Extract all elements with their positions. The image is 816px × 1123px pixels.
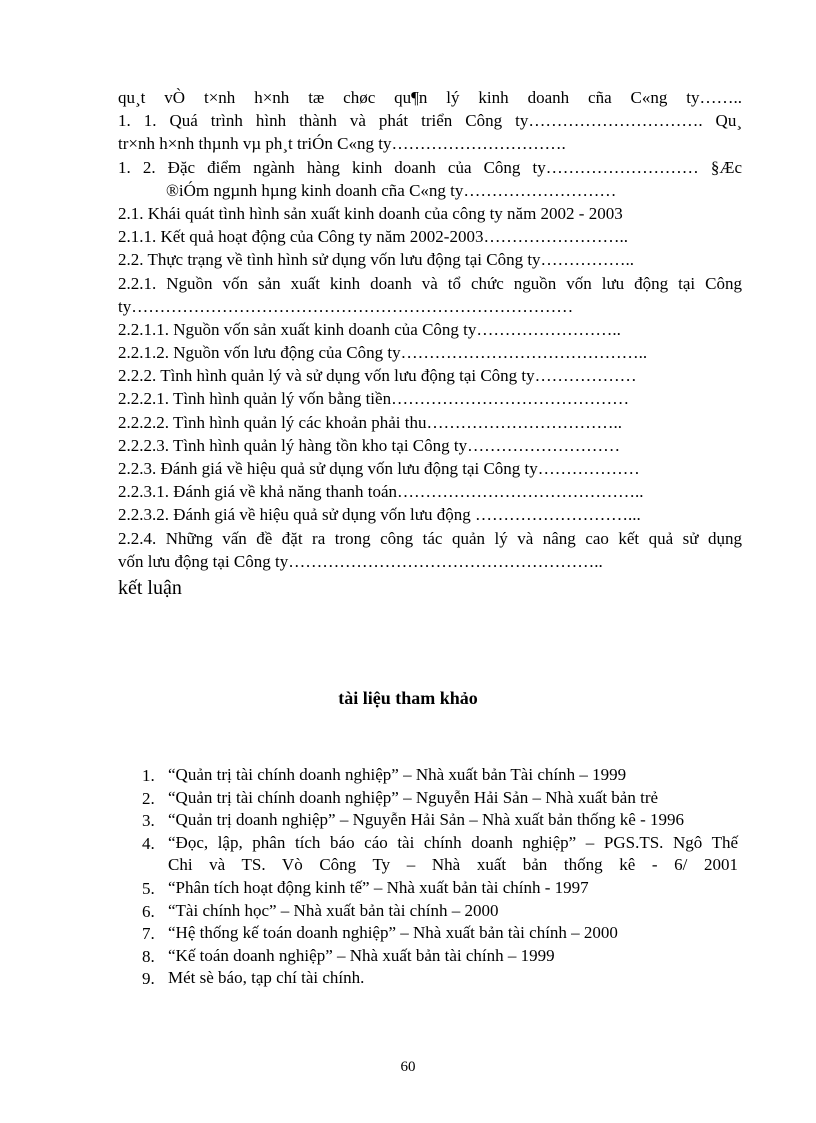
toc-line: 2.2.1.2. Nguồn vốn lưu động của Công ty…………………………………….. xyxy=(118,343,648,363)
reference-number: 7. xyxy=(142,924,155,944)
reference-number: 2. xyxy=(142,788,155,808)
reference-line: “Quản trị tài chính doanh nghiệp” – Nguyễn Hải Sản – Nhà xuất bản trẻ xyxy=(168,787,659,807)
toc-line: 2.2.3.2. Đánh giá về hiệu quả sử dụng vốn lưu động ………………………... xyxy=(118,505,641,525)
reference-number: 1. xyxy=(142,766,155,785)
toc-line: 2.2.3.1. Đánh giá về khả năng thanh toán…………………………………….. xyxy=(118,482,644,502)
toc-line: qu¸t vÒ t×nh h×nh tæ chøc qu¶n lý kinh doanh cña C«ng ty…….. xyxy=(118,88,742,107)
reference-number: 5. xyxy=(142,878,155,898)
reference-line: “Quản trị tài chính doanh nghiệp” – Nhà xuất bản Tài chính – 1999 xyxy=(168,765,627,784)
toc-line: 2.2.1. Nguồn vốn sản xuất kinh doanh và tổ chức nguồn vốn lưu động tại Công xyxy=(118,273,742,293)
reference-line: “Đọc, lập, phân tích báo cáo tài chính doanh nghiệp” – PGS.TS. Ngô Thế xyxy=(168,832,738,852)
toc-line: vốn lưu động tại Công ty……………………………………………….. xyxy=(118,551,603,571)
toc-line: 2.2.2. Tình hình quản lý và sử dụng vốn lưu động tại Công ty……………… xyxy=(118,366,637,386)
conclusion-heading: kết luận xyxy=(118,576,182,599)
toc-line: 2.2.1.1. Nguồn vốn sản xuất kinh doanh của Công ty…………………….. xyxy=(118,319,621,339)
reference-line: “Kế toán doanh nghiệp” – Nhà xuất bản tài chính – 1999 xyxy=(168,945,555,965)
list-item xyxy=(142,967,738,990)
toc-line: 2.2.4. Những vấn đề đặt ra trong công tác quản lý và nâng cao kết quả sử dụng xyxy=(118,528,742,548)
reference-number: 9. xyxy=(142,969,155,989)
list-item xyxy=(142,877,738,900)
reference-text xyxy=(168,809,738,832)
toc-line: 2.2.2.3. Tình hình quản lý hàng tồn kho tại Công ty……………………… xyxy=(118,435,621,455)
reference-text xyxy=(168,945,738,968)
reference-number: 8. xyxy=(142,946,155,966)
toc-line: 1. 1. Quá trình hình thành và phát triển Công ty…………………………. Qu¸ xyxy=(118,111,742,131)
toc-line: 2.2. Thực trạng về tình hình sử dụng vốn lưu động tại Công ty…………….. xyxy=(118,250,635,270)
toc-line: ®iÓm ngµnh hµng kinh doanh cña C«ng ty……………………… xyxy=(166,180,617,200)
toc-line: 2.2.3. Đánh giá về hiệu quả sử dụng vốn lưu động tại Công ty……………… xyxy=(118,459,640,478)
reference-text xyxy=(168,900,738,923)
list-item xyxy=(142,809,738,832)
reference-text xyxy=(168,877,738,900)
list-item xyxy=(142,945,738,968)
reference-line: Mét sè báo, tạp chí tài chính. xyxy=(168,968,365,988)
reference-line: Chi và TS. Vò Công Ty – Nhà xuất bản thống kê - 6/ 2001 xyxy=(168,855,738,875)
toc-line: 2.1. Khái quát tình hình sản xuất kinh doanh của công ty năm 2002 - 2003 xyxy=(118,203,623,223)
reference-line: “Hệ thống kế toán doanh nghiệp” – Nhà xuất bản tài chính – 2000 xyxy=(168,923,618,943)
reference-text xyxy=(168,832,738,877)
table-of-contents xyxy=(118,86,742,602)
reference-text xyxy=(168,922,738,945)
toc-line: 2.2.2.1. Tình hình quản lý vốn bằng tiền…………………………………… xyxy=(118,389,630,409)
list-item xyxy=(142,764,738,787)
references-title: tài liệu tham khảo xyxy=(338,688,478,708)
toc-line: 2.2.2.2. Tình hình quản lý các khoản phải thu…………………………….. xyxy=(118,412,622,432)
reference-line: “Quản trị doanh nghiệp” – Nguyễn Hải Sản – Nhà xuất bản thống kê - 1996 xyxy=(168,810,685,830)
toc-line: ty…………………………………………………………………… xyxy=(118,296,574,316)
reference-number: 6. xyxy=(142,901,155,921)
reference-number: 4. xyxy=(142,833,155,853)
list-item xyxy=(142,922,738,945)
reference-text xyxy=(168,967,738,990)
reference-list xyxy=(142,764,738,990)
reference-line: “Tài chính học” – Nhà xuất bản tài chính – 2000 xyxy=(168,900,499,920)
list-item xyxy=(142,787,738,810)
reference-number: 3. xyxy=(142,811,155,831)
reference-text xyxy=(168,787,738,810)
toc-line: 2.1.1. Kết quả hoạt động của Công ty năm 2002-2003…………………….. xyxy=(118,227,628,247)
toc-line: 1. 2. Đặc điểm ngành hàng kinh doanh của Công ty……………………… §Æc xyxy=(118,157,742,177)
reference-text xyxy=(168,764,738,787)
toc-line: tr×nh h×nh thµnh vµ ph¸t triÓn C«ng ty…………………………. xyxy=(118,134,566,154)
reference-line: “Phân tích hoạt động kinh tế” – Nhà xuất bản tài chính - 1997 xyxy=(168,877,589,897)
page-number: 60 xyxy=(400,1059,416,1075)
list-item xyxy=(142,832,738,877)
list-item xyxy=(142,900,738,923)
